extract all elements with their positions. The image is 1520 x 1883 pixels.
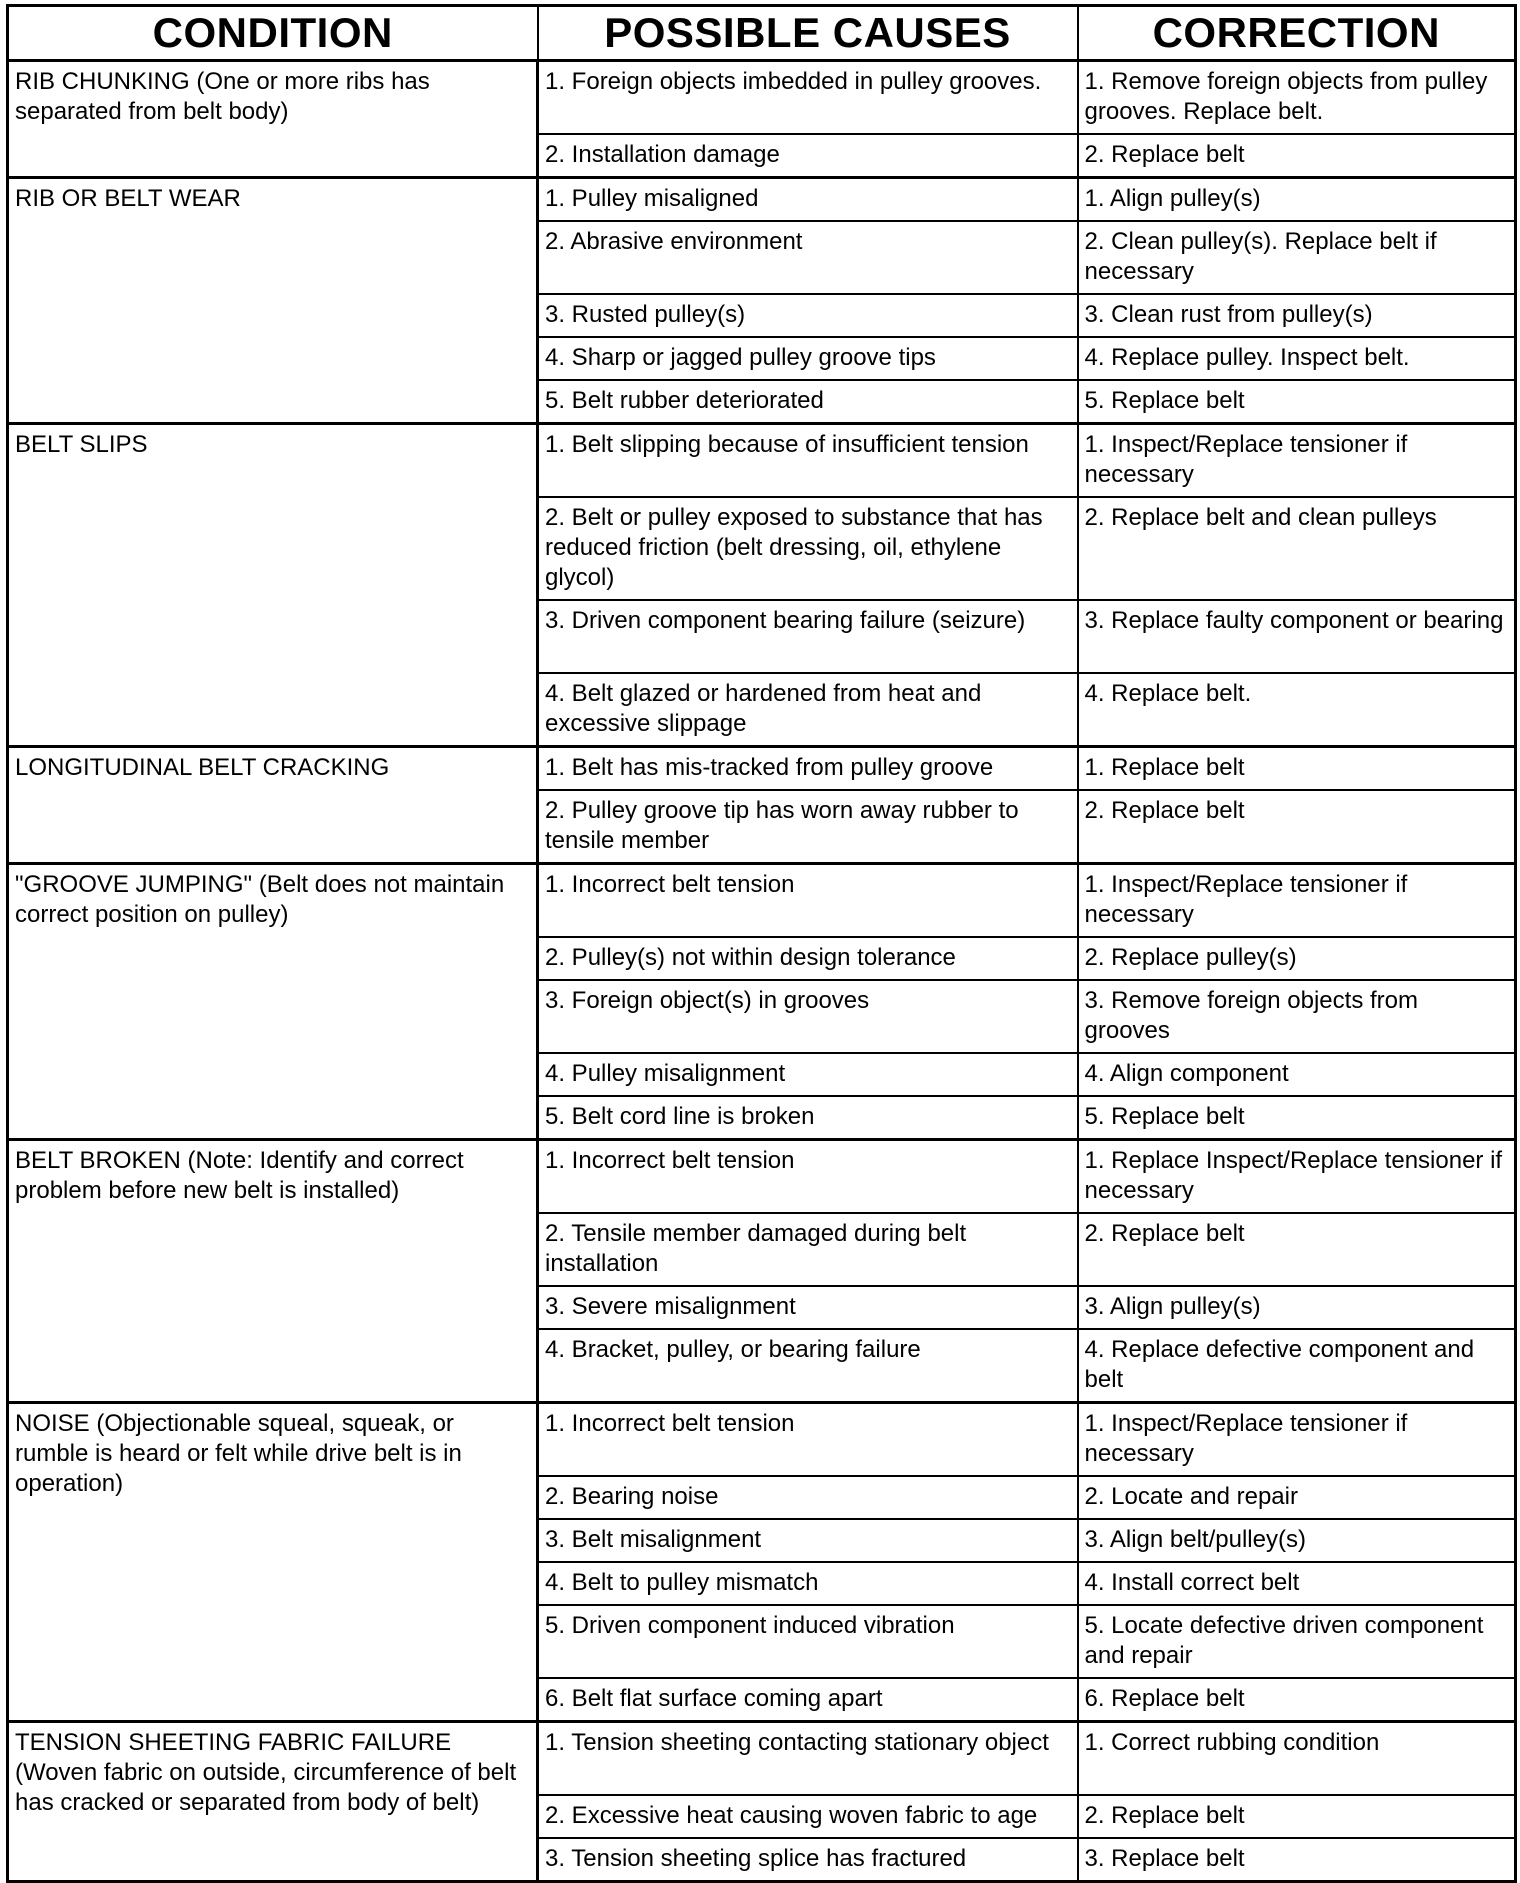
cause-cell: 4. Pulley misalignment (538, 1053, 1078, 1096)
header-correction: CORRECTION (1078, 6, 1516, 61)
table-row (8, 61, 1516, 135)
cause-cell: 5. Driven component induced vibration (538, 1605, 1078, 1678)
correction-cell: 3. Clean rust from pulley(s) (1078, 294, 1516, 337)
correction-cell: 2. Replace belt and clean pulleys (1078, 497, 1516, 600)
cause-cell: 3. Belt misalignment (538, 1519, 1078, 1562)
diagnosis-table (6, 4, 1517, 1883)
cause-cell: 3. Severe misalignment (538, 1286, 1078, 1329)
condition-cell: NOISE (Objectionable squeal, squeak, or rumble is heard or felt while drive belt is in operation) (8, 1403, 538, 1722)
cause-cell: 3. Tension sheeting splice has fractured (538, 1838, 1078, 1882)
cause-cell: 1. Incorrect belt tension (538, 1140, 1078, 1214)
correction-cell: 1. Align pulley(s) (1078, 178, 1516, 222)
correction-cell: 3. Remove foreign objects from grooves (1078, 980, 1516, 1053)
cause-cell: 1. Incorrect belt tension (538, 1403, 1078, 1477)
correction-cell: 1. Replace belt (1078, 747, 1516, 791)
header-row (8, 6, 1516, 61)
cause-cell: 2. Installation damage (538, 134, 1078, 178)
cause-cell: 2. Pulley(s) not within design tolerance (538, 937, 1078, 980)
cause-cell: 4. Belt to pulley mismatch (538, 1562, 1078, 1605)
cause-cell: 4. Belt glazed or hardened from heat and excessive slippage (538, 673, 1078, 747)
condition-cell: RIB OR BELT WEAR (8, 178, 538, 424)
correction-cell: 5. Locate defective driven component and repair (1078, 1605, 1516, 1678)
table-row (8, 864, 1516, 938)
correction-cell: 2. Replace belt (1078, 1213, 1516, 1286)
cause-cell: 4. Bracket, pulley, or bearing failure (538, 1329, 1078, 1403)
table-row (8, 747, 1516, 791)
condition-cell: BELT SLIPS (8, 424, 538, 747)
cause-cell: 4. Sharp or jagged pulley groove tips (538, 337, 1078, 380)
table-row (8, 424, 1516, 498)
correction-cell: 2. Replace belt (1078, 1795, 1516, 1838)
correction-cell: 2. Replace belt (1078, 134, 1516, 178)
condition-cell: "GROOVE JUMPING" (Belt does not maintain correct position on pulley) (8, 864, 538, 1140)
correction-cell: 1. Replace Inspect/Replace tensioner if necessary (1078, 1140, 1516, 1214)
cause-cell: 6. Belt flat surface coming apart (538, 1678, 1078, 1722)
cause-cell: 1. Incorrect belt tension (538, 864, 1078, 938)
cause-cell: 3. Foreign object(s) in grooves (538, 980, 1078, 1053)
correction-cell: 2. Replace belt (1078, 790, 1516, 864)
table-row (8, 1722, 1516, 1796)
cause-cell: 1. Pulley misaligned (538, 178, 1078, 222)
cause-cell: 3. Driven component bearing failure (seizure) (538, 600, 1078, 673)
correction-cell: 4. Replace defective component and belt (1078, 1329, 1516, 1403)
correction-cell: 5. Replace belt (1078, 1096, 1516, 1140)
correction-cell: 2. Clean pulley(s). Replace belt if necessary (1078, 221, 1516, 294)
cause-cell: 2. Abrasive environment (538, 221, 1078, 294)
cause-cell: 2. Excessive heat causing woven fabric to age (538, 1795, 1078, 1838)
correction-cell: 6. Replace belt (1078, 1678, 1516, 1722)
header-condition: CONDITION (8, 6, 538, 61)
cause-cell: 2. Bearing noise (538, 1476, 1078, 1519)
cause-cell: 5. Belt cord line is broken (538, 1096, 1078, 1140)
correction-cell: 2. Locate and repair (1078, 1476, 1516, 1519)
correction-cell: 3. Replace belt (1078, 1838, 1516, 1882)
condition-cell: BELT BROKEN (Note: Identify and correct problem before new belt is installed) (8, 1140, 538, 1403)
cause-cell: 1. Tension sheeting contacting stationary object (538, 1722, 1078, 1796)
cause-cell: 2. Tensile member damaged during belt installation (538, 1213, 1078, 1286)
cause-cell: 1. Belt has mis-tracked from pulley groove (538, 747, 1078, 791)
correction-cell: 1. Inspect/Replace tensioner if necessary (1078, 424, 1516, 498)
table-row (8, 178, 1516, 222)
correction-cell: 4. Replace pulley. Inspect belt. (1078, 337, 1516, 380)
table-body (8, 61, 1516, 1882)
correction-cell: 1. Inspect/Replace tensioner if necessary (1078, 1403, 1516, 1477)
correction-cell: 4. Align component (1078, 1053, 1516, 1096)
correction-cell: 1. Correct rubbing condition (1078, 1722, 1516, 1796)
cause-cell: 1. Belt slipping because of insufficient tension (538, 424, 1078, 498)
header-possible-causes: POSSIBLE CAUSES (538, 6, 1078, 61)
correction-cell: 4. Install correct belt (1078, 1562, 1516, 1605)
cause-cell: 2. Pulley groove tip has worn away rubber to tensile member (538, 790, 1078, 864)
correction-cell: 3. Align belt/pulley(s) (1078, 1519, 1516, 1562)
correction-cell: 5. Replace belt (1078, 380, 1516, 424)
correction-cell: 4. Replace belt. (1078, 673, 1516, 747)
condition-cell: LONGITUDINAL BELT CRACKING (8, 747, 538, 864)
cause-cell: 2. Belt or pulley exposed to substance that has reduced friction (belt dressing, oil, ethylene glycol) (538, 497, 1078, 600)
table-row (8, 1403, 1516, 1477)
cause-cell: 1. Foreign objects imbedded in pulley grooves. (538, 61, 1078, 135)
correction-cell: 1. Remove foreign objects from pulley grooves. Replace belt. (1078, 61, 1516, 135)
correction-cell: 3. Align pulley(s) (1078, 1286, 1516, 1329)
correction-cell: 3. Replace faulty component or bearing (1078, 600, 1516, 673)
table-row (8, 1140, 1516, 1214)
correction-cell: 2. Replace pulley(s) (1078, 937, 1516, 980)
cause-cell: 3. Rusted pulley(s) (538, 294, 1078, 337)
condition-cell: TENSION SHEETING FABRIC FAILURE (Woven fabric on outside, circumference of belt has cracked or separated from body of belt) (8, 1722, 538, 1882)
correction-cell: 1. Inspect/Replace tensioner if necessary (1078, 864, 1516, 938)
cause-cell: 5. Belt rubber deteriorated (538, 380, 1078, 424)
condition-cell: RIB CHUNKING (One or more ribs has separated from belt body) (8, 61, 538, 178)
